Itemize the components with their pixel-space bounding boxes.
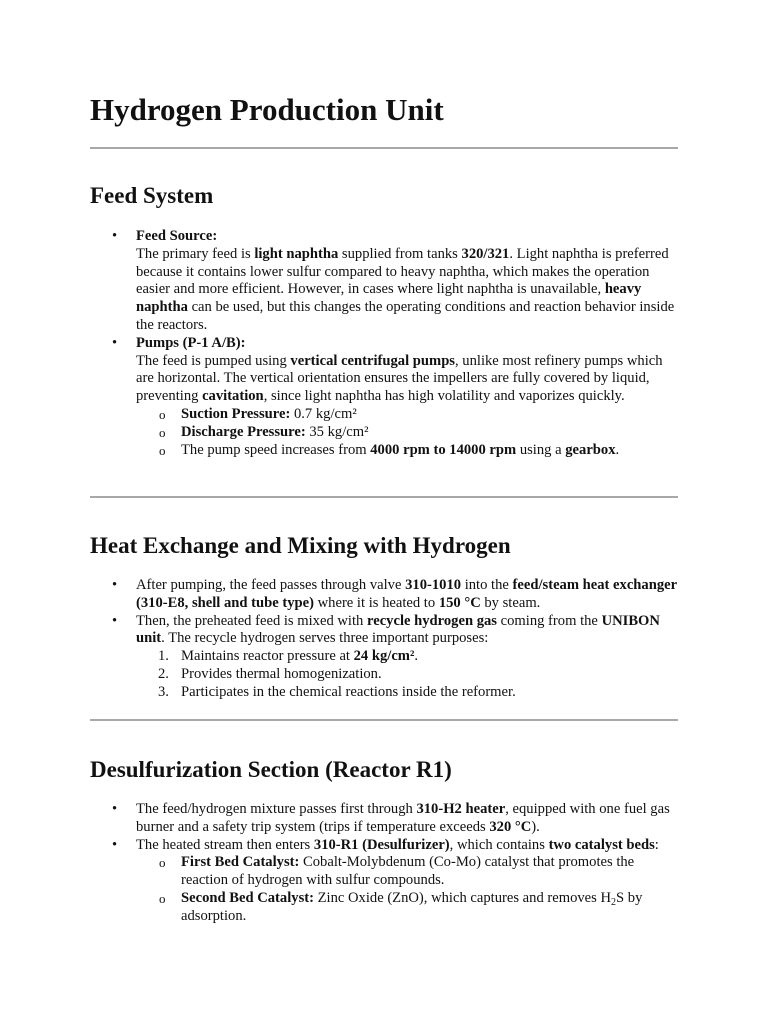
heading-desulfurization: Desulfurization Section (Reactor R1) bbox=[90, 757, 452, 782]
list-item-heater: • The feed/hydrogen mixture passes first through 310-H2 heater, equipped with one fuel gas burner and a safety trip system (trips if temperature exceeds 320 °C). bbox=[90, 801, 680, 837]
divider bbox=[90, 147, 678, 149]
list-item-purpose-1: 1. Maintains reactor pressure at 24 kg/cm². bbox=[158, 648, 419, 665]
list-item-feed-source bbox=[90, 228, 680, 335]
list-item-discharge: o Discharge Pressure: 35 kg/cm² bbox=[136, 424, 680, 442]
catalyst-beds-list bbox=[136, 854, 680, 925]
page-title: Hydrogen Production Unit bbox=[90, 92, 444, 127]
list-item-purpose-2: 2. Provides thermal homogenization. bbox=[158, 665, 382, 682]
list-item-pumps bbox=[90, 335, 680, 460]
list-item-purpose-3: 3. Participates in the chemical reactions inside the reformer. bbox=[158, 683, 516, 700]
feed-source-label: • Feed Source: bbox=[136, 228, 218, 244]
feed-system-list bbox=[90, 228, 680, 459]
heat-exchange-list bbox=[90, 577, 680, 702]
list-item-suction: o Suction Pressure: 0.7 kg/cm² bbox=[136, 406, 680, 424]
divider bbox=[90, 719, 678, 721]
desulfurization-list bbox=[90, 801, 680, 926]
list-item-after-pumping: • After pumping, the feed passes through valve 310-1010 into the feed/steam heat exchanger (310-E8, shell and tube type) where it is heated to 150 °C by steam. bbox=[90, 577, 680, 613]
pumps-label: • Pumps (P-1 A/B): bbox=[136, 334, 246, 351]
pumps-text: The feed is pumped using vertical centrifugal pumps, unlike most refinery pumps which are horizontal. The vertical orientation ensures the impellers are fully covered by liquid, preventing cavitation, since light naphtha has high volatility and vaporizes quickly. bbox=[136, 352, 663, 405]
list-item-second-bed: o Second Bed Catalyst: Zinc Oxide (ZnO), which captures and removes $H_2S$ by adsorption. bbox=[136, 890, 680, 926]
list-item-first-bed: o First Bed Catalyst: Cobalt-Molybdenum (Co-Mo) catalyst that promotes the reaction of hydrogen with sulfur compounds. bbox=[136, 854, 680, 890]
list-item-mixing bbox=[90, 613, 680, 702]
heading-feed-system: Feed System bbox=[90, 183, 214, 208]
pump-specs-list bbox=[136, 406, 680, 459]
mixing-text: Then, the preheated feed is mixed with recycle hydrogen gas coming from the UNIBON unit. The recycle hydrogen serves three important purposes: bbox=[136, 612, 660, 647]
divider bbox=[90, 496, 678, 498]
list-item-pump-speed: o The pump speed increases from 4000 rpm to 14000 rpm using a gearbox. bbox=[136, 442, 680, 460]
list-item-desulfurizer bbox=[90, 837, 680, 926]
hydrogen-purposes-list bbox=[136, 648, 680, 701]
heading-heat-exchange: Heat Exchange and Mixing with Hydrogen bbox=[90, 533, 511, 558]
feed-source-text: The primary feed is light naphtha supplied from tanks 320/321. Light naphtha is preferred because it contains lower sulfur compared to heavy naphtha, which makes the operation easier and more efficient. However, in cases where light naphtha is unavailable, heavy naphtha can be used, but this changes the operating conditions and reaction behavior inside the reactors. bbox=[136, 245, 675, 333]
desulfurizer-text: The heated stream then enters 310-R1 (Desulfurizer), which contains two catalyst beds: bbox=[136, 836, 659, 853]
